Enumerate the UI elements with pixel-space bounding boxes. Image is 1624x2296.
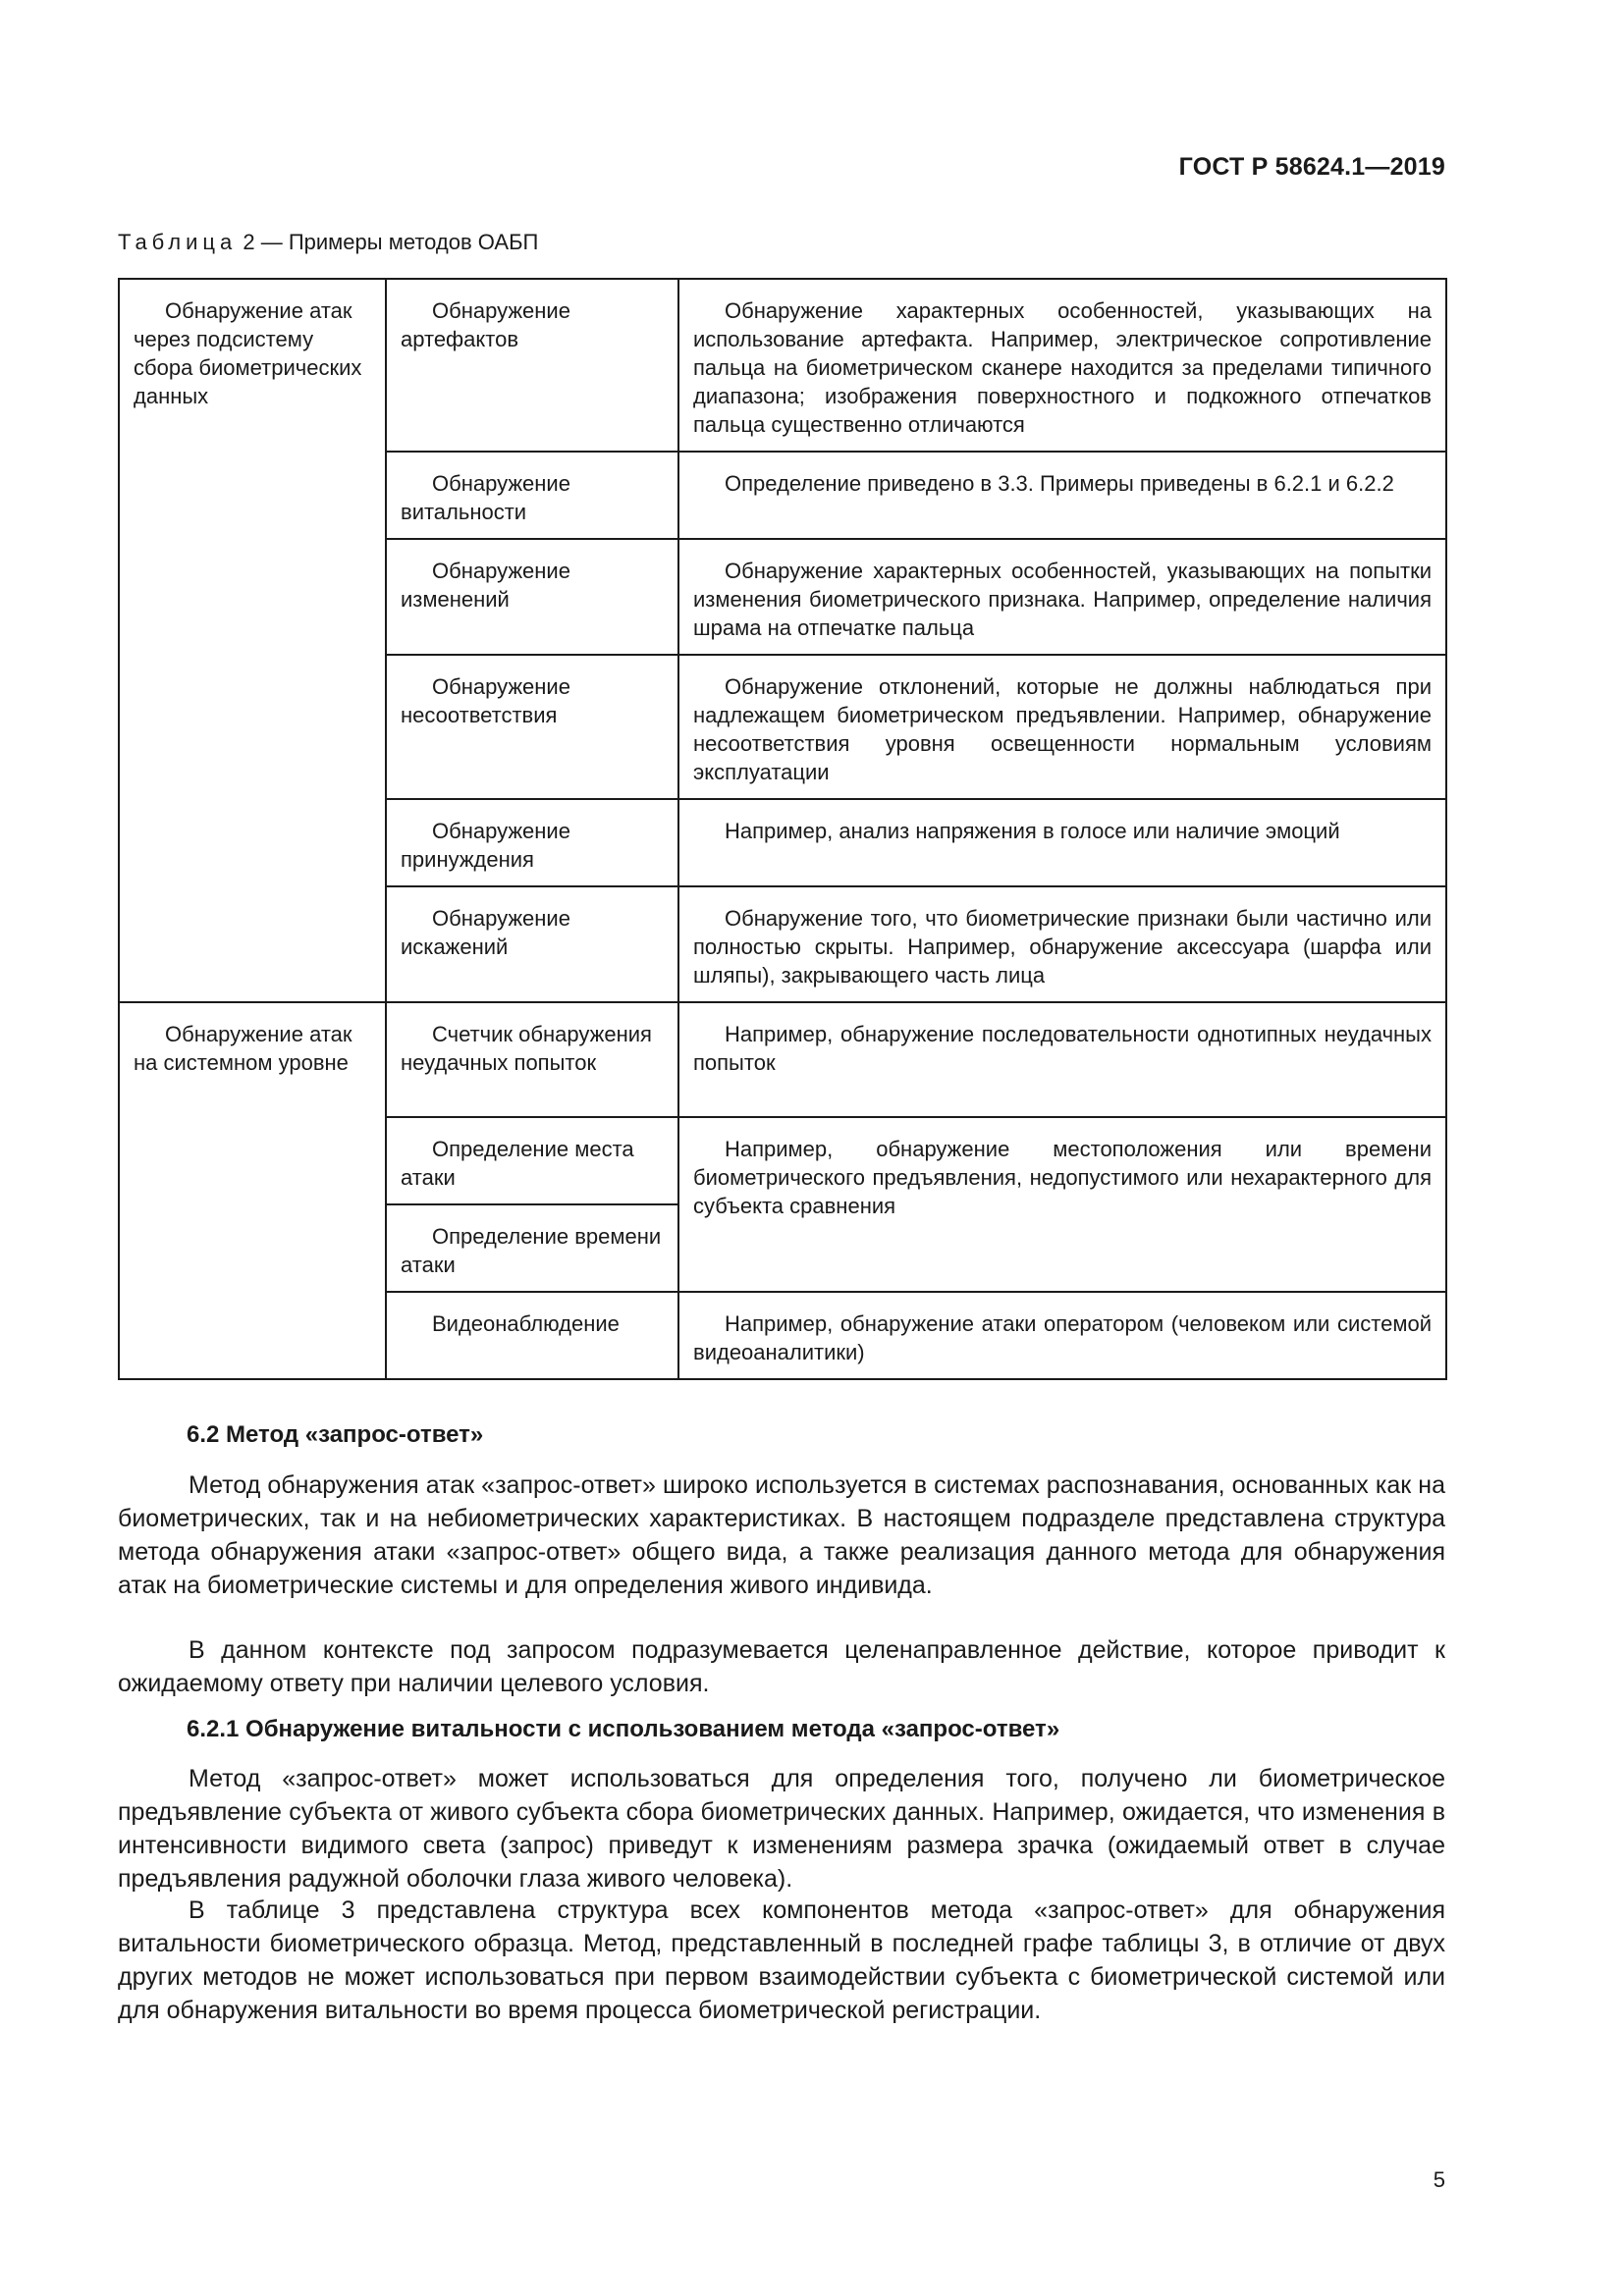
table-cell: Обнаружение изменений [386, 539, 678, 655]
table-caption-text: 2 — Примеры методов ОАБП [237, 230, 539, 254]
table-cell: Например, обнаружение местоположения или времени биометрического предъявления, недопустимого или нехарактерного для субъекта сравнения [678, 1117, 1446, 1292]
table-row [119, 279, 1446, 452]
page-number: 5 [1433, 2167, 1445, 2192]
table-cell: Обнаружение атак через подсистему сбора биометрических данных [119, 279, 386, 1002]
table-cell: Обнаружение искажений [386, 886, 678, 1002]
table-cell: Обнаружение отклонений, которые не должны наблюдаться при надлежащем биометрическом предъявлении. Например, обнаружение несоответствия уровня освещенности нормальным условиям эксплуатации [678, 655, 1446, 799]
table-cell: Например, обнаружение атаки оператором (человеком или системой видеоаналитики) [678, 1292, 1446, 1379]
table-caption-label: Таблица [118, 230, 238, 254]
methods-table [118, 278, 1447, 1380]
table-cell: Обнаружение атак на системном уровне [119, 1002, 386, 1379]
table-cell: Например, обнаружение последовательности однотипных неудачных попыток [678, 1002, 1446, 1117]
table-cell: Определение места атаки [386, 1117, 678, 1204]
table-cell: Например, анализ напряжения в голосе или наличие эмоций [678, 799, 1446, 886]
table-cell: Определение приведено в 3.3. Примеры приведены в 6.2.1 и 6.2.2 [678, 452, 1446, 539]
table-cell: Обнаружение того, что биометрические признаки были частично или полностью скрыты. Например, обнаружение аксессуара (шарфа или шляпы), закрывающего часть лица [678, 886, 1446, 1002]
table-caption [118, 230, 538, 255]
section-6-2-1-title: 6.2.1 Обнаружение витальности с использованием метода «запрос-ответ» [187, 1716, 1060, 1742]
table-cell: Обнаружение характерных особенностей, указывающих на использование артефакта. Например, электрическое сопротивление пальца на биометрическом сканере находится за пределами типичного диапазона; изображения поверхностного и подкожного отпечатков пальца существенно отличаются [678, 279, 1446, 452]
paragraph: Метод обнаружения атак «запрос-ответ» широко используется в системах распознавания, основанных как на биометрических, так и на небиометрических характеристиках. В настоящем подразделе представлена структура метода обнаружения атаки «запрос-ответ» общего вида, а также реализация данного метода для обнаружения атак на биометрические системы и для определения живого индивида. [118, 1471, 1445, 1599]
paragraph: В данном контексте под запросом подразумевается целенаправленное действие, которое приводит к ожидаемому ответу при наличии целевого условия. [118, 1636, 1445, 1697]
table-cell: Обнаружение артефактов [386, 279, 678, 452]
table-cell: Обнаружение витальности [386, 452, 678, 539]
table-cell: Видеонаблюдение [386, 1292, 678, 1379]
document-header: ГОСТ Р 58624.1—2019 [1178, 153, 1445, 181]
section-6-2-title: 6.2 Метод «запрос-ответ» [187, 1421, 484, 1448]
table-cell: Обнаружение характерных особенностей, указывающих на попытки изменения биометрического признака. Например, определение наличия шрама на отпечатке пальца [678, 539, 1446, 655]
paragraph: Метод «запрос-ответ» может использоваться для определения того, получено ли биометрическое предъявление субъекта от живого субъекта сбора биометрических данных. Например, ожидается, что изменения в интенсивности видимого света (запрос) приведут к изменениям размера зрачка (ожидаемый ответ в случае предъявления радужной оболочки глаза живого человека). [118, 1765, 1445, 1893]
table-cell: Обнаружение принуждения [386, 799, 678, 886]
table-cell: Обнаружение несоответствия [386, 655, 678, 799]
table-cell: Определение времени атаки [386, 1204, 678, 1292]
table-row [119, 1002, 1446, 1117]
table-cell: Счетчик обнаружения неудачных попыток [386, 1002, 678, 1117]
paragraph: В таблице 3 представлена структура всех компонентов метода «запрос-ответ» для обнаружения витальности биометрического образца. Метод, представленный в последней графе таблицы 3, в отличие от двух других методов не может использоваться при первом взаимодействии субъекта с биометрической системой или для обнаружения витальности во время процесса биометрической регистрации. [118, 1896, 1445, 2024]
